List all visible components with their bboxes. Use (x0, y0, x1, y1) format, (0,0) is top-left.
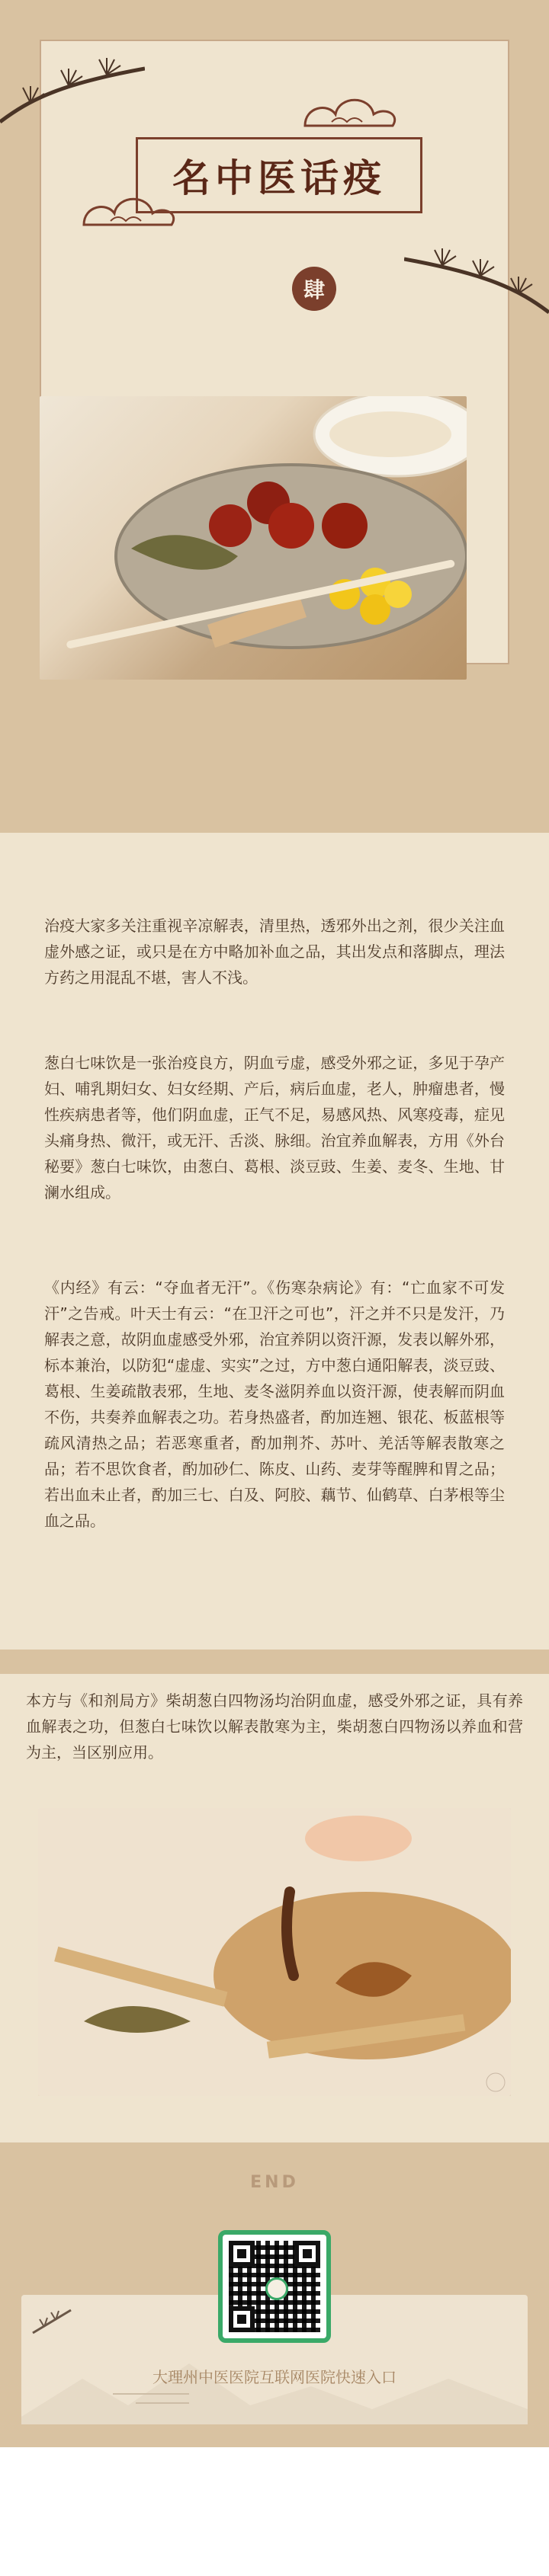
herbal-medicine-photo (40, 396, 467, 680)
note-section (0, 1674, 549, 2142)
entry-link[interactable]: 大理州中医医院互联网医院快速入口 (152, 2368, 396, 2386)
pine-branch-right-icon (404, 229, 549, 320)
page-title: 名中医话疫 (172, 156, 386, 200)
cloud-motif-icon (297, 84, 404, 137)
qr-code[interactable] (218, 2230, 331, 2343)
end-label: END (250, 2173, 299, 2192)
herb-tray-photo (38, 1808, 511, 2096)
title-frame (136, 137, 422, 213)
pine-sketch-icon (29, 2295, 75, 2341)
pine-branch-left-icon (0, 38, 145, 130)
hero-section (0, 0, 549, 833)
note-paragraph: 本方与《和剂局方》柴胡葱白四物汤均治阴血虚，感受外邪之证，具有养血解表之功，但葱白七味饮以解表散寒为主，柴胡葱白四物汤以养血和营为主，当区别应用。 (26, 1691, 523, 1762)
qr-logo-icon (265, 2277, 288, 2300)
bottom-whitespace (0, 2447, 549, 2576)
footer-section (0, 2142, 549, 2576)
paragraph-2: 葱白七味饮是一张治疫良方，阴血亏虚，感受外邪之证，多见于孕产妇、哺乳期妇女、妇女经期、产后，病后血虚，老人，肿瘤患者，慢性疾病患者等，他们阴血虚，正气不足，易感风热、风寒疫毒，症见头痛身热、微汗，或无汗、舌淡、脉细。治宜养血解表，方用《外台秘要》葱白七味饮，由葱白、葛根、淡豆豉、生姜、麦冬、生地、甘澜水组成。 (44, 1054, 505, 1202)
paragraph-1: 治疫大家多关注重视辛凉解表，清里热，透邪外出之剂，很少关注血虚外感之证，或只是在方中略加补血之品，其出发点和落脚点，理法方药之用混乱不堪，害人不浅。 (44, 917, 505, 987)
qr-finder (229, 2306, 255, 2332)
qr-finder (229, 2241, 255, 2267)
qr-finder (294, 2241, 320, 2267)
paragraph-3: 《内经》有云：“夺血者无汗”。《伤寒杂病论》有：“亡血家不可发汗”之告戒。叶天士有云：“在卫汗之可也”，汗之并不只是发汗，乃解表之意，故阴血虚感受外邪，治宜养阴以资汗源，发表以解外邪，标本兼治，以防犯“虚虚、实实”之过，方中葱白通阳解表，淡豆豉、葛根、生姜疏散表邪，生地、麦冬滋阴养血以资汗源，使表解而阴血不伤，共奏养血解表之功。若身热盛者，酌加连翘、银花、板蓝根等疏风清热之品；若恶寒重者，酌加荆芥、苏叶、羌活等解表散寒之品；若不思饮食者，酌加砂仁、陈皮、山药、麦芽等醒脾和胃之品；若出血未止者，酌加三七、白及、阿胶、藕节、仙鹤草、白茅根等尘血之品。 (44, 1278, 505, 1530)
issue-badge: 肆 (292, 267, 336, 311)
article-body (0, 833, 549, 1650)
section-divider (0, 1650, 549, 1674)
